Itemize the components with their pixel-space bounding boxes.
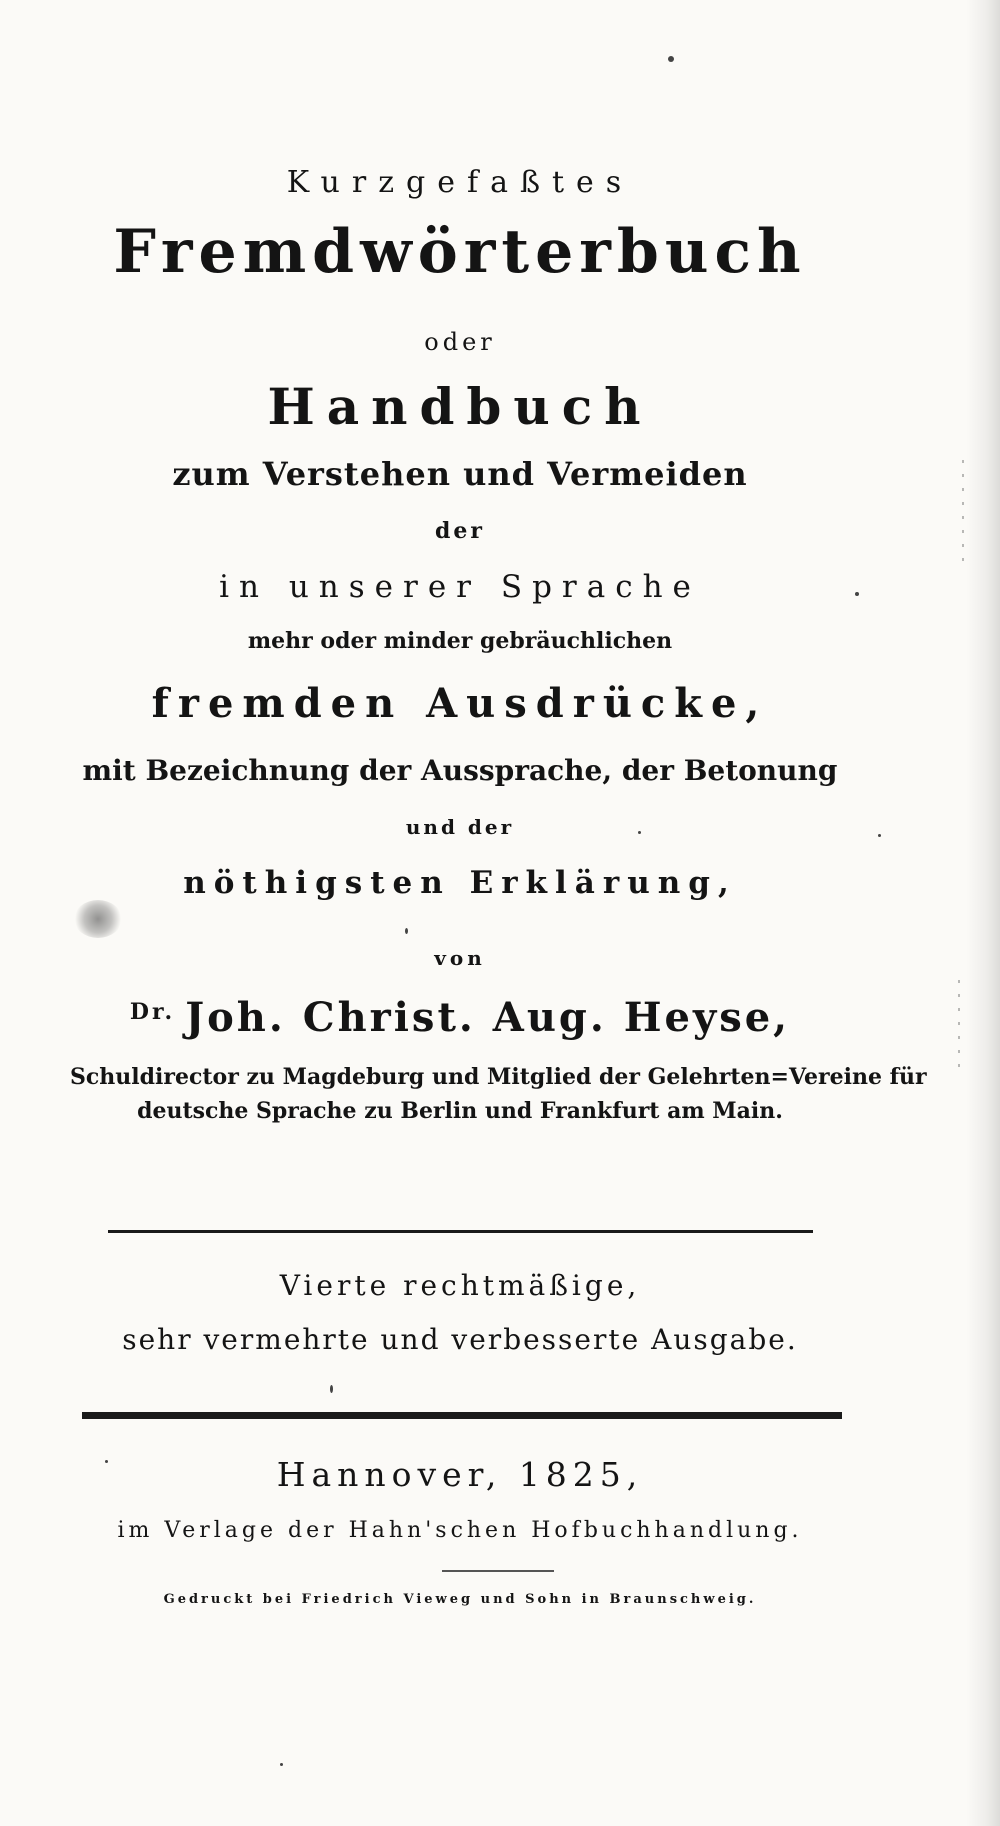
- imprint-publisher: im Verlage der Hahn'schen Hofbuchhandlung.: [117, 1518, 803, 1543]
- title-line-kurzgefasstes: Kurzgefaßtes: [286, 165, 634, 200]
- paper-speck: [878, 834, 881, 837]
- subtitle-line-zum: zum Verstehen und Vermeiden: [172, 455, 748, 493]
- ink-smudge: [74, 900, 122, 938]
- subtitle-line-ausdruecke: fremden Ausdrücke,: [151, 680, 769, 727]
- edition-line-2: sehr vermehrte und verbesserte Ausgabe.: [122, 1323, 798, 1356]
- divider-rule-thin: [108, 1230, 813, 1233]
- paper-speck: [855, 592, 859, 596]
- divider-rule-small: [442, 1570, 554, 1572]
- paper-speck: [638, 831, 641, 834]
- author-title-prefix: Dr.: [129, 999, 176, 1025]
- paper-speck: [330, 1385, 333, 1393]
- paper-speck: [668, 56, 674, 62]
- author-full-name: Joh. Christ. Aug. Heyse,: [185, 994, 791, 1041]
- author-affiliation-line-2: deutsche Sprache zu Berlin und Frankfurt am Main.: [137, 1098, 783, 1124]
- subtitle-line-bezeichnung: mit Bezeichnung der Aussprache, der Betonung: [82, 754, 838, 787]
- edition-line-1: Vierte rechtmäßige,: [279, 1269, 641, 1302]
- imprint-place-year: Hannover, 1825,: [276, 1455, 644, 1494]
- paper-speck: [280, 1763, 283, 1766]
- byline-von: von: [434, 946, 486, 970]
- subtitle-line-erklaerung: nöthigsten Erklärung,: [183, 865, 737, 901]
- subtitle-line-und-der: und der: [405, 815, 515, 839]
- edge-speckles: [958, 980, 960, 1070]
- printer-note: Gedruckt bei Friedrich Vieweg und Sohn in Braunschweig.: [163, 1592, 757, 1607]
- author-affiliation-line-1: Schuldirector zu Magdeburg und Mitglied der Gelehrten=Vereine für: [70, 1064, 927, 1090]
- author-name: [70, 994, 850, 1041]
- divider-rule-thick: [82, 1412, 842, 1419]
- subtitle-line-mehr: mehr oder minder gebräuchlichen: [247, 628, 673, 654]
- edge-speckles: [962, 460, 964, 570]
- subtitle-handbuch: Handbuch: [267, 377, 653, 436]
- main-title: Fremdwörterbuch: [113, 217, 807, 287]
- subtitle-line-sprache: in unserer Sprache: [219, 569, 701, 605]
- page-edge-shadow: [966, 0, 1000, 1826]
- subtitle-line-der: der: [435, 518, 485, 544]
- title-line-oder: oder: [424, 328, 496, 356]
- paper-speck: [405, 928, 408, 934]
- paper-speck: [105, 1460, 108, 1463]
